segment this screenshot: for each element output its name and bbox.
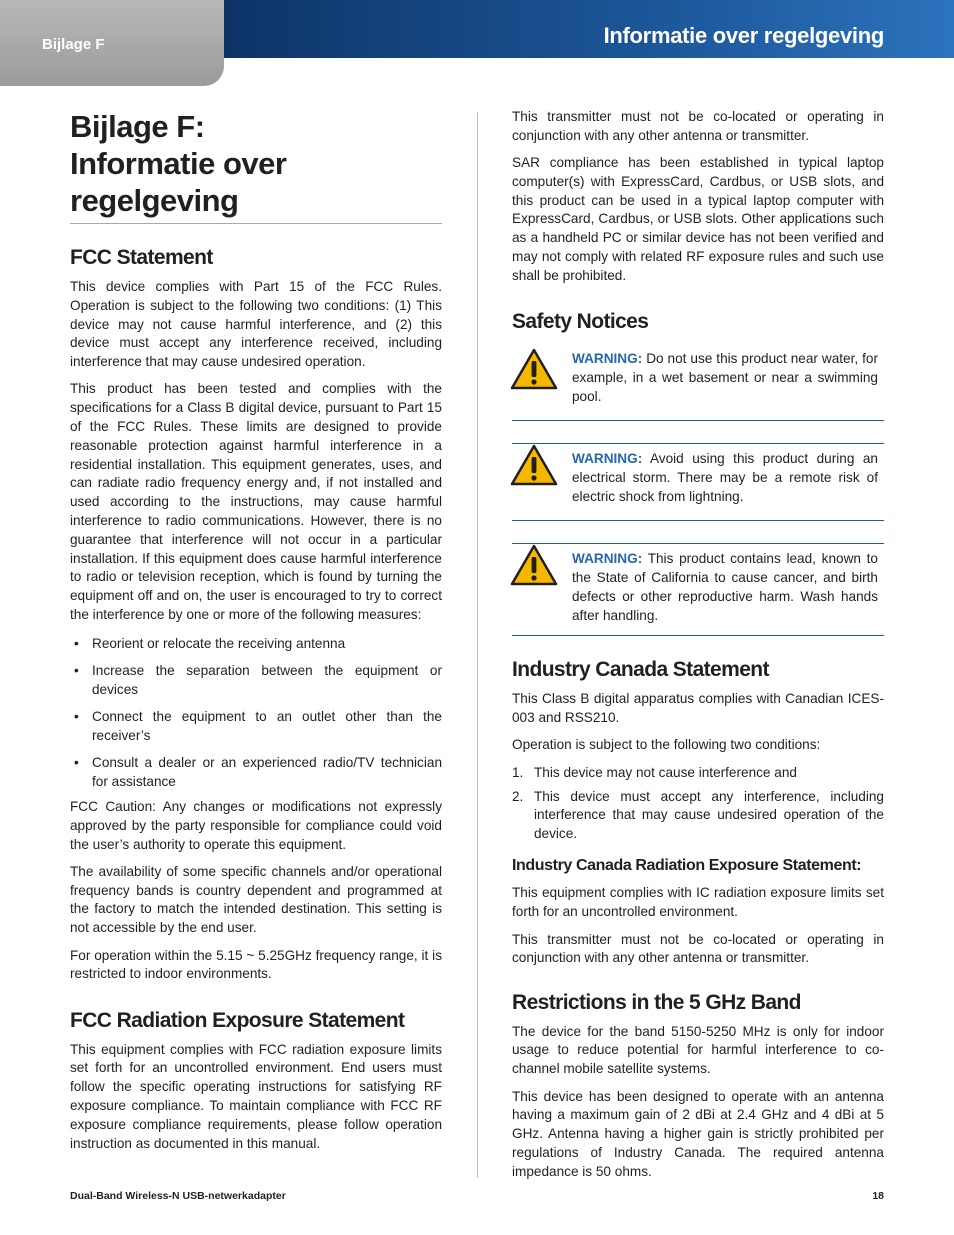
list-item (512, 764, 884, 783)
list-text: This device may not cause interference and (534, 764, 797, 780)
warning-triangle-icon (510, 544, 558, 586)
warning-body: This product contains lead, known to the State of California to cause cancer, and birth defects or other reproductive harm. Wash hands after handling. (572, 551, 878, 623)
colocate-paragraph: This transmitter must not be co-located or operating in conjunction with any other antenna or transmitter. (512, 109, 884, 143)
list-item: • Connect the equipment to an outlet other than the receiver’s (70, 708, 442, 746)
industry-canada-heading: Industry Canada Statement (512, 658, 769, 682)
band-paragraph: The device for the band 5150-5250 MHz is only for indoor usage to reduce potential for harmful interference to co-channel mobile satellite systems. (512, 1023, 884, 1077)
fcc-radiation-heading: FCC Radiation Exposure Statement (70, 1008, 405, 1032)
availability-paragraph: The availability of some specific channels and/or operational frequency bands is country dependent and programmed at the factory to match the intended destination. This setting is not accessible by the end user. (70, 863, 442, 936)
page-title (70, 108, 442, 224)
sar-paragraph: SAR compliance has been established in typical laptop computer(s) with ExpressCard, Cardbus, or USB slots, and this product can be used in a typical laptop computer with ExpressCard, Cardbus, or USB slots. Other applications such as a handheld PC or similar device has not been verified and may not comply with related RF exposure rules and such use shall be prohibited. (512, 155, 884, 283)
ic-radiation-paragraph: This transmitter must not be co-located or operating in conjunction with any other antenna or transmitter. (512, 931, 884, 966)
warning-label: WARNING: (572, 551, 643, 567)
warning-box (512, 543, 884, 636)
fcc-statement-heading: FCC Statement (70, 246, 213, 269)
page-title-line: Bijlage F: (70, 109, 205, 144)
section-tab-label: Bijlage F (42, 36, 105, 53)
header-bar (224, 0, 954, 58)
footer-product-name: Dual-Band Wireless-N USB-netwerkadapter (70, 1190, 286, 1202)
page-title-line: Informatie over (70, 146, 287, 181)
ic-conditions-list (512, 764, 884, 844)
list-number: 2. (512, 788, 524, 804)
fcc-paragraph: This device complies with Part 15 of the FCC Rules. Operation is subject to the following two conditions: (1) This device may not cause harmful interference, and (2) this device must accept any interference received, including interference that may cause undesired operation. (70, 279, 442, 370)
footer-page-number: 18 (872, 1190, 884, 1202)
list-item (512, 788, 884, 844)
fcc-caution: FCC Caution: Any changes or modifications not expressly approved by the party responsible for compliance could void the user’s authority to operate this equipment. (70, 798, 442, 852)
warning-body: Do not use this product near water, for example, in a wet basement or near a swimming pool. (572, 351, 878, 404)
warning-triangle-icon (510, 348, 558, 390)
warning-text (572, 550, 878, 625)
ic-paragraph: This Class B digital apparatus complies with Canadian ICES-003 and RSS210. (512, 691, 884, 726)
list-number: 1. (512, 764, 524, 780)
left-column (70, 108, 442, 1162)
ic-radiation-heading: Industry Canada Radiation Exposure Statement: (512, 857, 862, 875)
list-item: • Increase the separation between the equipment or devices (70, 662, 442, 700)
indoor-paragraph: For operation within the 5.15 ~ 5.25GHz frequency range, it is restricted to indoor environments. (70, 947, 442, 982)
warning-body: Avoid using this product during an electrical storm. There may be a remote risk of electric shock from lightning. (572, 451, 878, 504)
ic-radiation-paragraph: This equipment complies with IC radiation exposure limits set forth for an uncontrolled environment. (512, 885, 884, 920)
fcc-paragraph: This product has been tested and complies with the specifications for a Class B digital device, pursuant to Part 15 of the FCC Rules. These limits are designed to provide reasonable protection against harmful interference in a residential installation. This equipment generates, uses, and can radiate radio frequency energy and, if not installed and used according to the instructions, may cause harmful interference to radio communications. However, there is no guarantee that interference will not occur in a particular installation. If this equipment does cause harmful interference to radio or television reception, which is found by turning the equipment off and on, the user is encouraged to try to correct the interference by one or more of the following measures: (70, 381, 442, 623)
band-paragraph: This device has been designed to operate with an antenna having a maximum gain of 2 dBi at 2.4 GHz and 4 dBi at 5 GHz. Antenna having a higher gain is strictly prohibited per regulations of Industry Canada. The required antenna impedance is 50 ohms. (512, 1088, 884, 1179)
list-item: • Consult a dealer or an experienced radio/TV technician for assistance (70, 754, 442, 792)
section-tab (0, 0, 224, 86)
warning-box (512, 443, 884, 521)
page-title-line: regelgeving (70, 183, 239, 218)
warning-box (512, 348, 884, 421)
right-column (512, 108, 884, 1190)
fcc-radiation-paragraph: This equipment complies with FCC radiation exposure limits set forth for an uncontrolled environment. End users must follow the specific operating instructions for satisfying RF exposure compliance. To maintain compliance with FCC RF exposure compliance requirements, please follow operation instruction as documented in this manual. (70, 1041, 442, 1151)
warning-text (572, 350, 878, 406)
fcc-measures-list (70, 635, 442, 792)
warning-text (572, 450, 878, 506)
warning-triangle-icon (510, 444, 558, 486)
header-title: Informatie over regelgeving (603, 23, 884, 48)
warning-label: WARNING: (572, 451, 643, 467)
list-text: This device must accept any interference, including interference that may cause undesired operation of the device. (534, 788, 884, 842)
column-divider (477, 112, 478, 1178)
warning-label: WARNING: (572, 351, 643, 367)
band-restrictions-heading: Restrictions in the 5 GHz Band (512, 990, 801, 1014)
list-item: • Reorient or relocate the receiving antenna (70, 635, 442, 654)
safety-notices-heading: Safety Notices (512, 310, 649, 334)
ic-paragraph: Operation is subject to the following two conditions: (512, 737, 821, 753)
